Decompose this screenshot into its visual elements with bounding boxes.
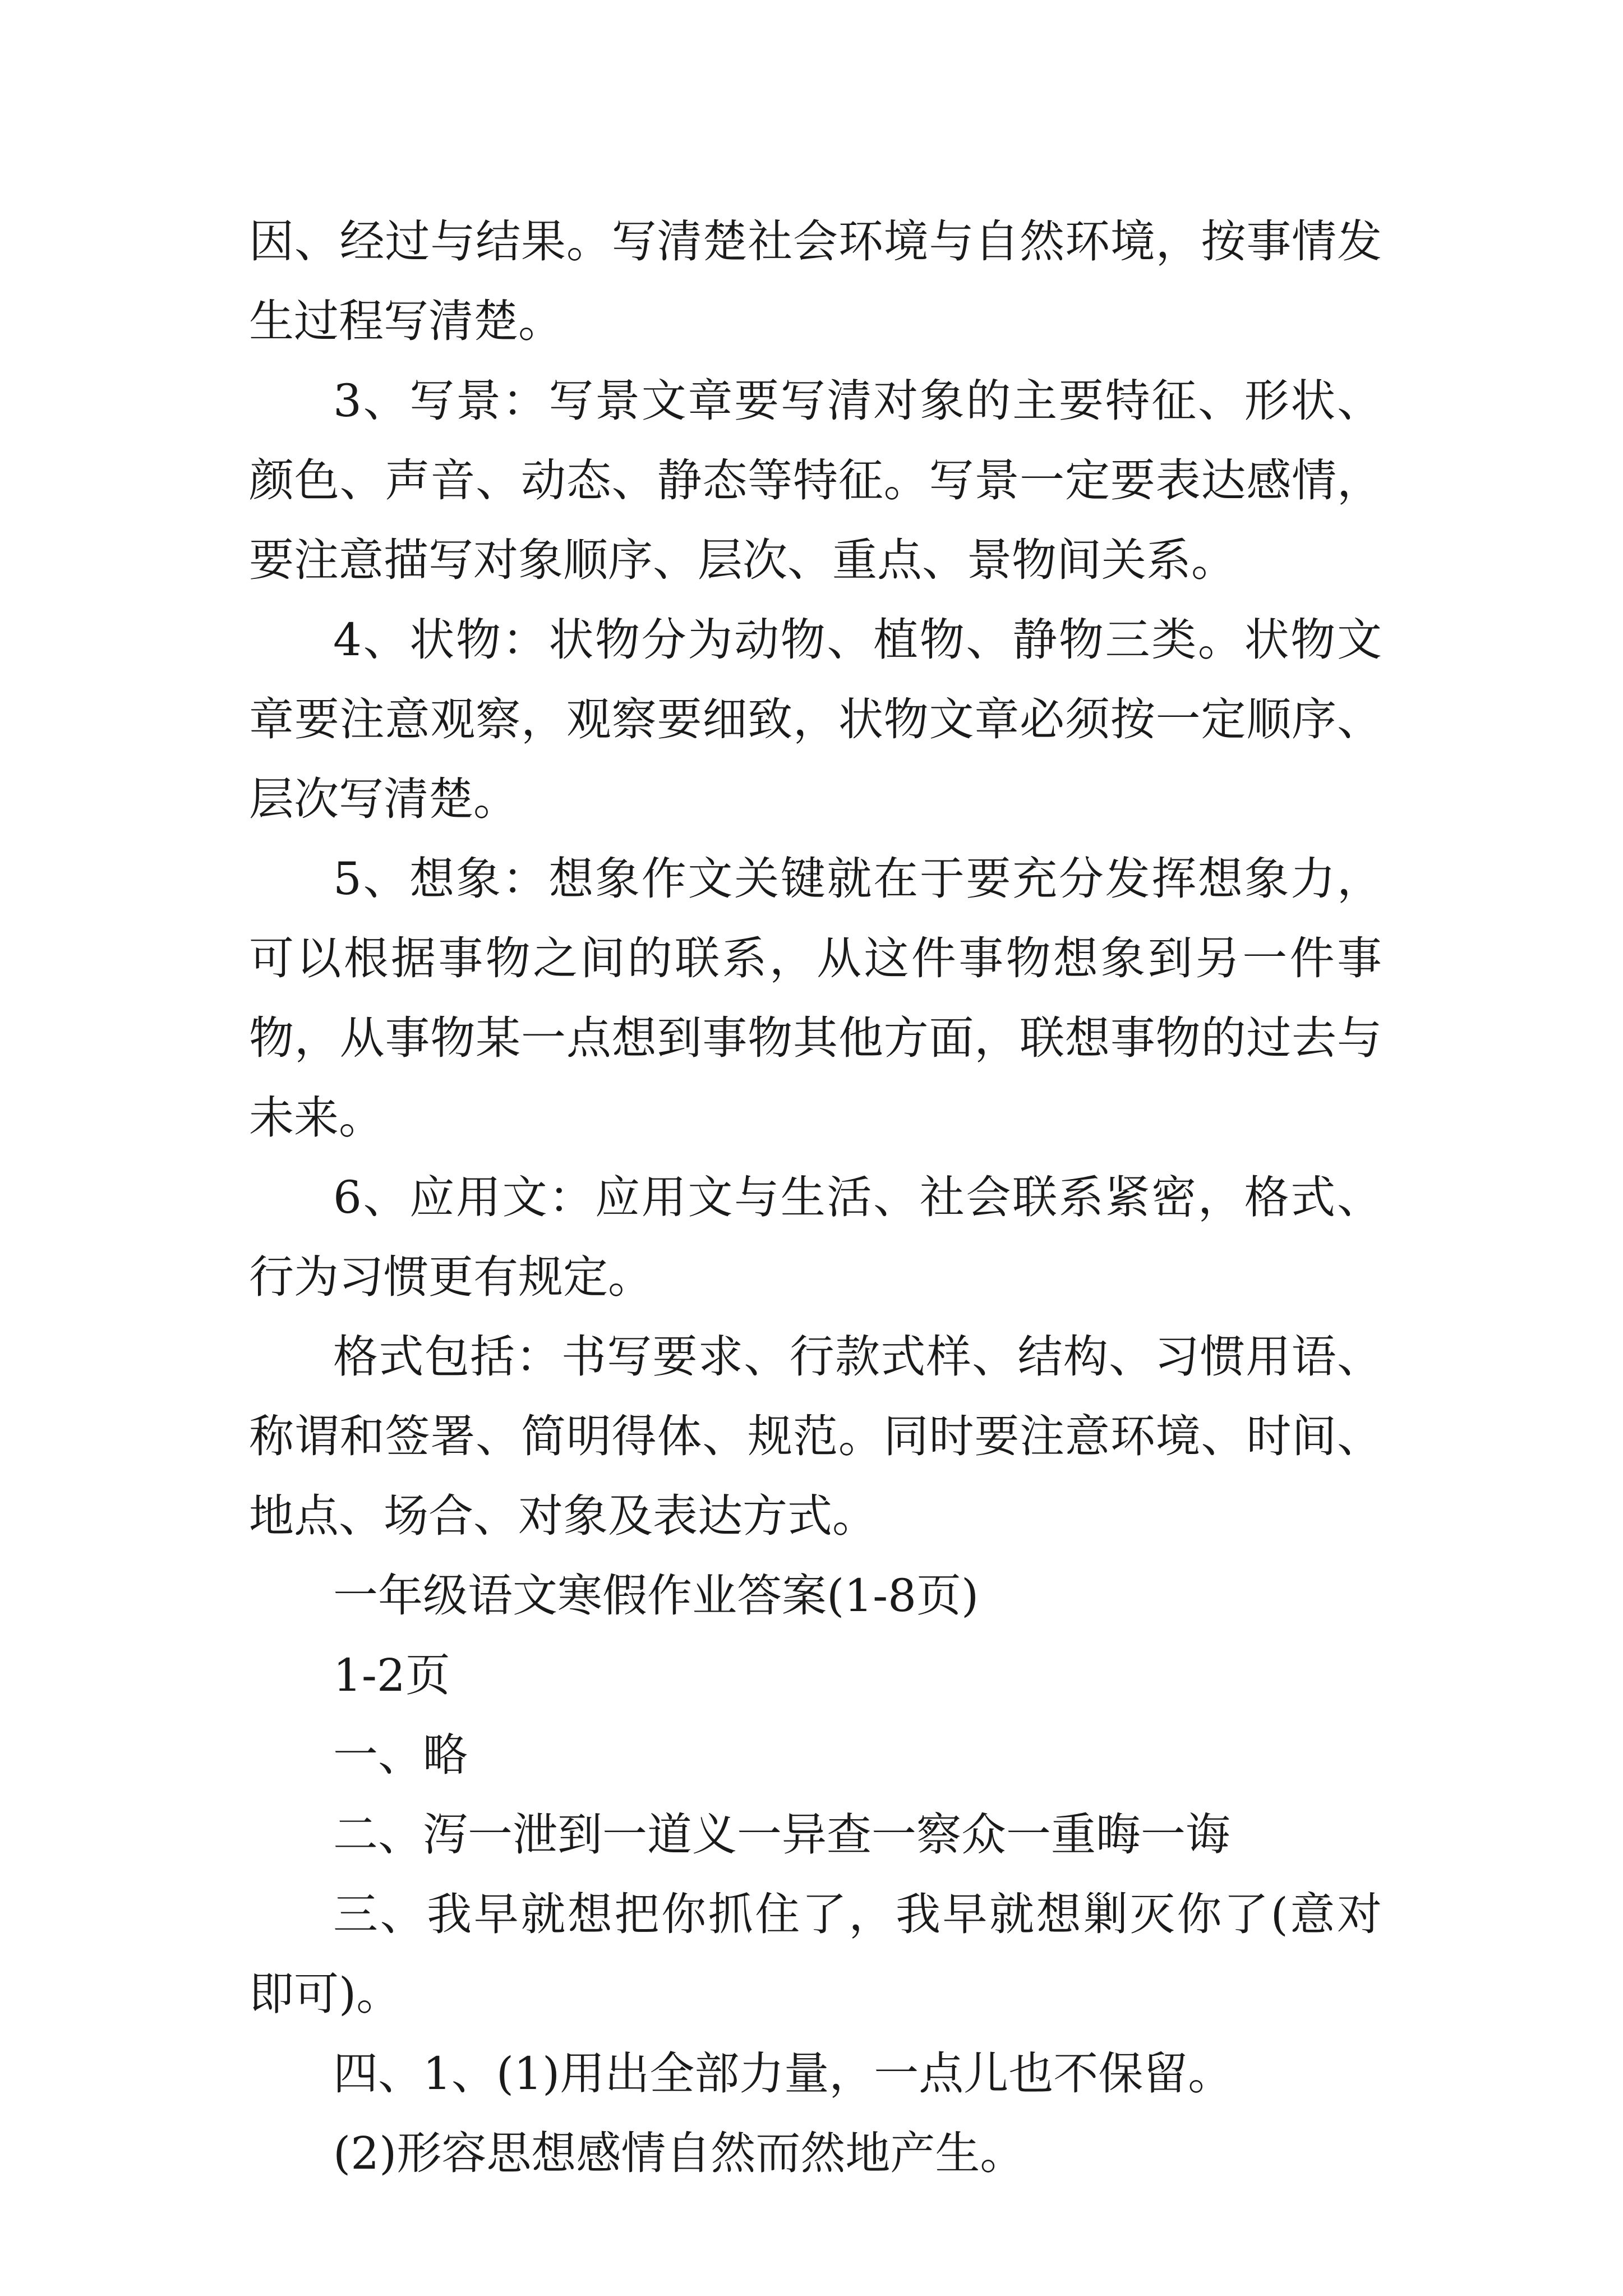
paragraph-5: 6、应用文：应用文与生活、社会联系紧密，格式、行为习惯更有规定。 <box>249 1171 1382 1303</box>
answer-4-1: 四、1、(1)用出全部力量，一点儿也不保留。 <box>333 2047 1233 2100</box>
section-heading: 一年级语文寒假作业答案(1-8页) <box>333 1570 979 1622</box>
paragraph-2: 3、写景：写景文章要写清对象的主要特征、形状、颜色、声音、动态、静态等特征。写景一定要表达感情，要注意描写对象顺序、层次、重点、景物间关系。 <box>249 375 1382 586</box>
answer-1: 一、略 <box>333 1729 468 1781</box>
paragraph-4: 5、想象：想象作文关键就在于要充分发挥想象力，可以根据事物之间的联系，从这件事物想象到另一件事物，从事物某一点想到事物其他方面，联想事物的过去与未来。 <box>249 853 1382 1144</box>
answer-3: 三、我早就想把你抓住了，我早就想剿灭你了(意对即可)。 <box>249 1888 1382 2020</box>
document-page <box>249 202 1382 2193</box>
page-range-label: 1-2页 <box>333 1649 450 1701</box>
paragraph-1: 因、经过与结果。写清楚社会环境与自然环境，按事情发生过程写清楚。 <box>249 215 1382 347</box>
paragraph-3: 4、状物：状物分为动物、植物、静物三类。状物文章要注意观察，观察要细致，状物文章必须按一定顺序、层次写清楚。 <box>249 614 1382 825</box>
paragraph-6: 格式包括：书写要求、行款式样、结构、习惯用语、称谓和签署、简明得体、规范。同时要注意环境、时间、地点、场合、对象及表达方式。 <box>249 1331 1382 1542</box>
answer-4-2: (2)形容思想感情自然而然地产生。 <box>333 2127 1025 2179</box>
answer-2: 二、泻一泄到一道义一异查一察众一重晦一诲 <box>333 1809 1230 1861</box>
